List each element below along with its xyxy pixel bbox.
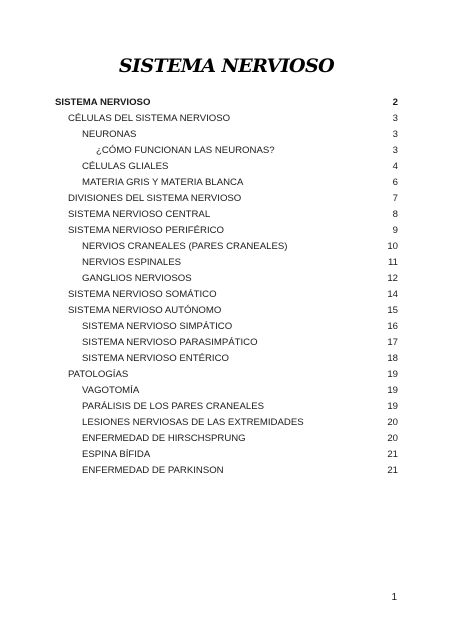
toc-entry-label: SISTEMA NERVIOSO SOMÁTICO bbox=[68, 289, 217, 300]
toc-entry[interactable] bbox=[0, 271, 453, 287]
toc-entry[interactable] bbox=[0, 367, 453, 383]
toc-entry[interactable] bbox=[0, 431, 453, 447]
toc-entry-label: PARÁLISIS DE LOS PARES CRANEALES bbox=[82, 401, 264, 412]
toc-entry-label: CÉLULAS GLIALES bbox=[82, 161, 169, 172]
toc-entry[interactable] bbox=[0, 111, 453, 127]
toc-entry-page: 15 bbox=[387, 305, 398, 316]
toc-entry[interactable] bbox=[0, 143, 453, 159]
toc-entry[interactable] bbox=[0, 191, 453, 207]
toc-entry[interactable] bbox=[0, 319, 453, 335]
toc-entry-label: PATOLOGÍAS bbox=[68, 369, 129, 380]
toc-entry-page: 20 bbox=[387, 433, 398, 444]
toc-entry-page: 18 bbox=[387, 353, 398, 364]
toc-entry-label: DIVISIONES DEL SISTEMA NERVIOSO bbox=[68, 193, 242, 204]
toc-entry-label: SISTEMA NERVIOSO ENTÉRICO bbox=[82, 353, 229, 364]
toc-entry[interactable] bbox=[0, 351, 453, 367]
toc-entry-page: 19 bbox=[387, 385, 398, 396]
toc-entry-label: SISTEMA NERVIOSO AUTÓNOMO bbox=[68, 305, 222, 316]
toc-entry[interactable] bbox=[0, 335, 453, 351]
toc-entry-label: SISTEMA NERVIOSO SIMPÁTICO bbox=[82, 321, 233, 332]
toc-entry-label: NEURONAS bbox=[82, 129, 137, 140]
toc-entry[interactable] bbox=[0, 95, 453, 111]
toc-entry-label: SISTEMA NERVIOSO bbox=[55, 97, 151, 108]
toc-entry-page: 8 bbox=[392, 209, 398, 220]
toc-entry[interactable] bbox=[0, 303, 453, 319]
toc-entry[interactable] bbox=[0, 255, 453, 271]
toc-entry-page: 3 bbox=[392, 113, 398, 124]
toc-entry-page: 19 bbox=[387, 401, 398, 412]
toc-entry-page: 17 bbox=[387, 337, 398, 348]
toc-entry-page: 11 bbox=[388, 257, 398, 268]
toc-entry-label: SISTEMA NERVIOSO CENTRAL bbox=[68, 209, 211, 220]
toc-entry-label: GANGLIOS NERVIOSOS bbox=[82, 273, 192, 284]
toc-entry-page: 14 bbox=[387, 289, 398, 300]
toc-entry[interactable] bbox=[0, 415, 453, 431]
toc-entry-label: ¿CÓMO FUNCIONAN LAS NEURONAS? bbox=[96, 145, 275, 156]
toc-entry-label: ENFERMEDAD DE HIRSCHSPRUNG bbox=[82, 433, 246, 444]
toc-entry-page: 21 bbox=[387, 465, 398, 476]
toc-entry-page: 3 bbox=[392, 145, 398, 156]
toc-entry[interactable] bbox=[0, 463, 453, 479]
toc-entry[interactable] bbox=[0, 239, 453, 255]
toc-entry-page: 2 bbox=[392, 97, 398, 108]
toc-entry[interactable] bbox=[0, 159, 453, 175]
toc-entry-page: 4 bbox=[392, 161, 398, 172]
toc-entry-label: SISTEMA NERVIOSO PERIFÉRICO bbox=[68, 225, 225, 236]
toc-entry-page: 7 bbox=[392, 193, 398, 204]
toc-entry-page: 12 bbox=[387, 273, 398, 284]
toc-entry-label: CÉLULAS DEL SISTEMA NERVIOSO bbox=[68, 113, 231, 124]
toc-entry-page: 10 bbox=[387, 241, 398, 252]
toc-entry[interactable] bbox=[0, 223, 453, 239]
toc-entry-page: 3 bbox=[392, 129, 398, 140]
toc-entry-label: NERVIOS ESPINALES bbox=[82, 257, 181, 268]
toc-entry-page: 16 bbox=[387, 321, 398, 332]
toc-entry[interactable] bbox=[0, 383, 453, 399]
toc-entry-label: ENFERMEDAD DE PARKINSON bbox=[82, 465, 224, 476]
toc-entry-page: 6 bbox=[392, 177, 398, 188]
table-of-contents bbox=[0, 95, 453, 479]
page-number: 1 bbox=[391, 592, 397, 603]
toc-entry-page: 20 bbox=[387, 417, 398, 428]
toc-entry-label: MATERIA GRIS Y MATERIA BLANCA bbox=[82, 177, 244, 188]
toc-entry[interactable] bbox=[0, 447, 453, 463]
toc-entry[interactable] bbox=[0, 287, 453, 303]
toc-entry-page: 9 bbox=[392, 225, 398, 236]
toc-entry-label: NERVIOS CRANEALES (PARES CRANEALES) bbox=[82, 241, 288, 252]
toc-entry[interactable] bbox=[0, 399, 453, 415]
toc-entry-label: LESIONES NERVIOSAS DE LAS EXTREMIDADES bbox=[82, 417, 304, 428]
toc-entry-page: 19 bbox=[387, 369, 398, 380]
toc-entry-label: SISTEMA NERVIOSO PARASIMPÁTICO bbox=[82, 337, 258, 348]
toc-entry[interactable] bbox=[0, 175, 453, 191]
toc-entry-label: VAGOTOMÍA bbox=[82, 385, 140, 396]
document-title: SISTEMA NERVIOSO bbox=[118, 55, 335, 77]
toc-entry[interactable] bbox=[0, 127, 453, 143]
toc-entry-page: 21 bbox=[387, 449, 398, 460]
toc-entry-label: ESPINA BÍFIDA bbox=[82, 449, 151, 460]
toc-entry[interactable] bbox=[0, 207, 453, 223]
